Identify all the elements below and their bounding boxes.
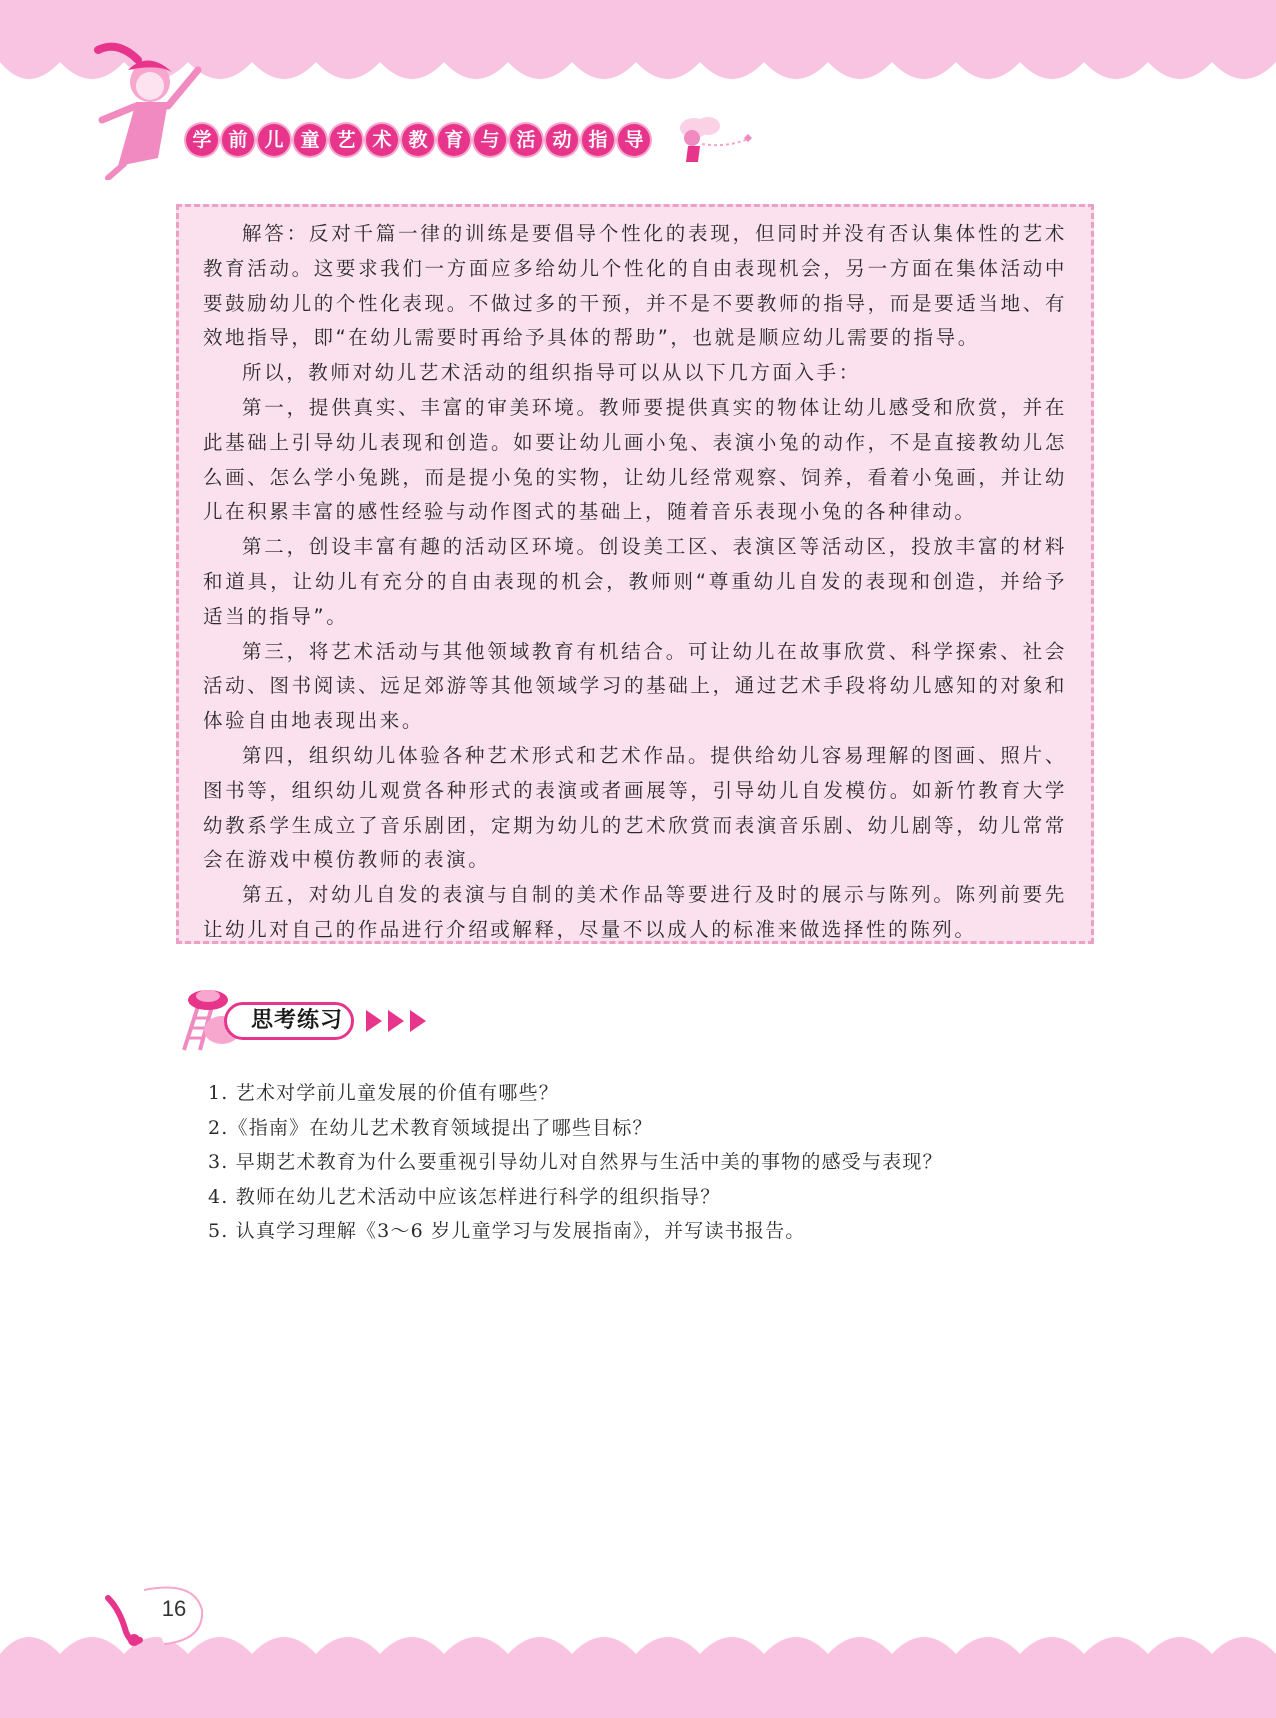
answer-paragraph-1: 解答：反对千篇一律的训练是要倡导个性化的表现，但同时并没有否认集体性的艺术教育活动。这要求我们一方面应多给幼儿个性化的自由表现机会，另一方面在集体活动中要鼓励幼儿的个性化表现。不做过多的干预，并不是不要教师的指导，而是要适当地、有效地指导，即“在幼儿需要时再给予具体的帮助”，也就是顺应幼儿需要的指导。: [203, 222, 1067, 350]
answer-paragraph-7: 第五，对幼儿自发的表演与自制的美术作品等要进行及时的展示与陈列。陈列前要先让幼儿对自己的作品进行介绍或解释，尽量不以成人的标准来做选择性的陈列。: [203, 883, 1067, 941]
answer-box: [176, 204, 1094, 944]
question-5: 5. 认真学习理解《3～6 岁儿童学习与发展指南》，并写读书报告。: [208, 1220, 806, 1242]
book-title-char: 学: [186, 124, 218, 156]
book-title-char: 动: [546, 124, 578, 156]
book-title-char: 教: [402, 124, 434, 156]
question-4: 4. 教师在幼儿艺术活动中应该怎样进行科学的组织指导？: [208, 1185, 721, 1208]
page-number-badge: [104, 1580, 214, 1654]
book-title-char: 导: [618, 124, 650, 156]
question-3: 3. 早期艺术教育为什么要重视引导幼儿对自然界与生活中美的事物的感受与表现？: [208, 1151, 943, 1173]
answer-paragraph-3: 第一，提供真实、丰富的审美环境。教师要提供真实的物体让幼儿感受和欣赏，并在此基础上引导幼儿表现和创造。如要让幼儿画小兔、表演小兔的动作，不是直接教幼儿怎么画、怎么学小兔跳，而是提小兔的实物，让幼儿经常观察、饲养，看着小兔画，并让幼儿在积累丰富的感性经验与动作图式的基础上，随着音乐表现小兔的各种律动。: [203, 395, 1067, 524]
book-title-char: 指: [582, 124, 614, 156]
book-title: [186, 124, 650, 160]
book-title-char: 艺: [330, 124, 362, 156]
book-title-char: 活: [510, 124, 542, 156]
answer-paragraph-2: 所以，教师对幼儿艺术活动的组织指导可以从以下几方面入手：: [242, 361, 861, 385]
book-title-char: 育: [438, 124, 470, 156]
question-1: 1. 艺术对学前儿童发展的价值有哪些？: [208, 1082, 559, 1104]
exercise-title: 思考练习: [224, 1002, 354, 1040]
exercise-heading: [178, 986, 438, 1052]
book-title-char: 前: [222, 124, 254, 156]
answer-paragraph-4: 第二，创设丰富有趣的活动区环境。创设美工区、表演区等活动区，投放丰富的材料和道具，让幼儿有充分的自由表现的机会，教师则“尊重幼儿自发的表现和创造，并给予适当的指导”。: [203, 535, 1067, 628]
question-2: 2.《指南》在幼儿艺术教育领域提出了哪些目标？: [208, 1116, 653, 1139]
answer-paragraph-5: 第三，将艺术活动与其他领域教育有机结合。可让幼儿在故事欣赏、科学探索、社会活动、图书阅读、远足郊游等其他领域学习的基础上，通过艺术手段将幼儿感知的对象和体验自由地表现出来。: [203, 639, 1067, 733]
book-title-char: 术: [366, 124, 398, 156]
answer-paragraph-6: 第四，组织幼儿体验各种艺术形式和艺术作品。提供给幼儿容易理解的图画、照片、图书等，组织幼儿观赏各种形式的表演或者画展等，引导幼儿自发模仿。如新竹教育大学幼教系学生成立了音乐剧团，定期为幼儿的艺术欣赏而表演音乐剧、幼儿剧等，幼儿常常会在游戏中模仿教师的表演。: [203, 743, 1067, 872]
book-title-char: 儿: [258, 124, 290, 156]
page-number: 16: [161, 1596, 187, 1621]
question-list: [208, 1076, 1108, 1249]
book-title-char: 与: [474, 124, 506, 156]
book-title-char: 童: [294, 124, 326, 156]
fairy-illustration: [668, 108, 758, 168]
triple-arrow-icon: [364, 1008, 430, 1034]
